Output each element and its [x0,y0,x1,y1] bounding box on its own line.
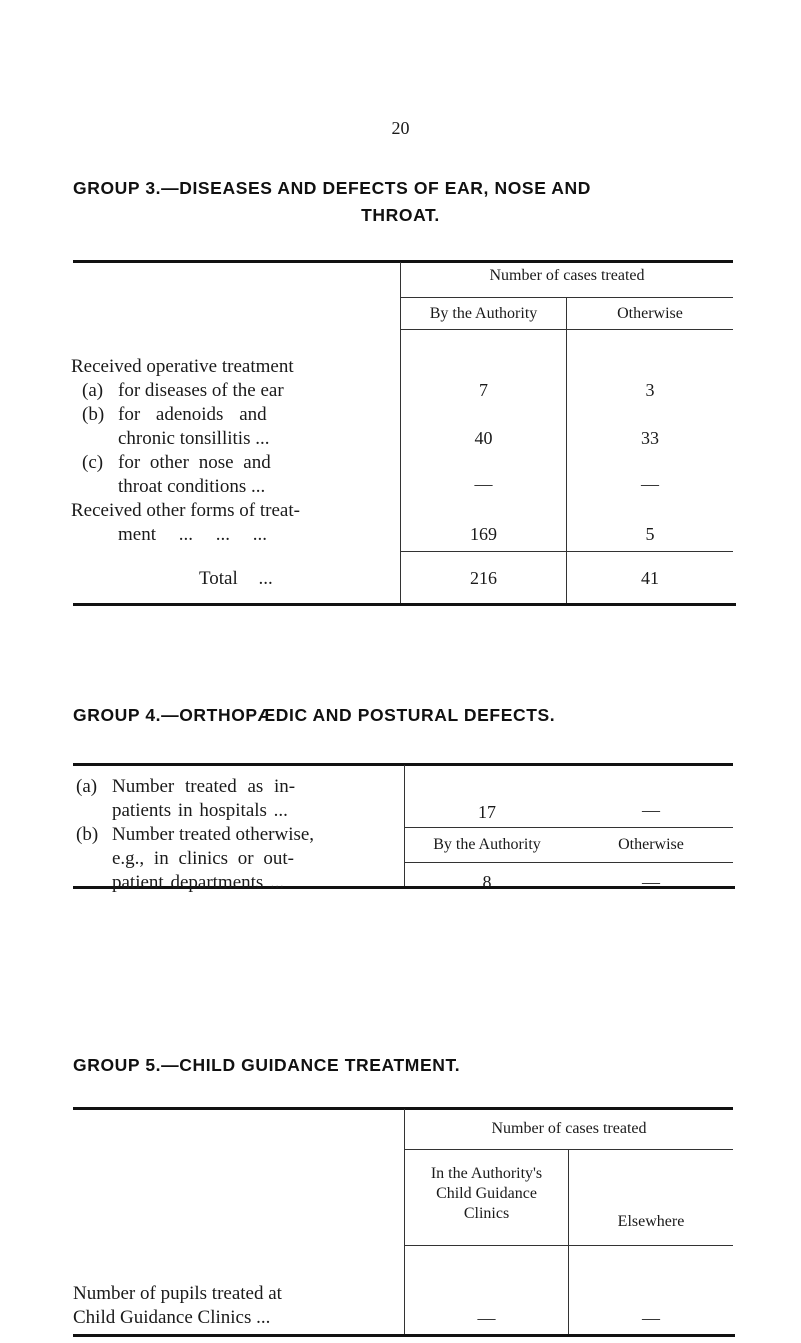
group5-header-main: Number of cases treated [491,1120,647,1137]
group4-col-otherwise: Otherwise [618,836,684,853]
group3-row-other-text2: ment ... ... ... [118,524,267,545]
group3-title-line2: THROAT. [361,205,440,225]
group4-title: GROUP 4.—ORTHOPÆDIC AND POSTURAL DEFECTS. [73,705,556,725]
group3-a-authority: 7 [479,380,488,400]
group5-row-text1: Number of pupils treated at [73,1283,282,1304]
group5-bottom-rule [73,1334,735,1337]
group3-bottom-rule [73,603,736,606]
group3-a-otherwise: 3 [645,380,655,400]
group4-row-b-marker: (b) [76,824,99,845]
group3-header-rule [401,297,733,298]
group3-label-operative: Received operative treatment [71,356,294,377]
group3-total-otherwise: 41 [641,568,659,588]
group5-col-clinics-line3: Clinics [463,1205,510,1222]
group3-title-line1: GROUP 3.—DISEASES AND DEFECTS OF EAR, NOSE AND [73,178,591,198]
group5-col-clinics-line1: In the Authority's [430,1165,543,1182]
group5-top-rule [73,1107,733,1110]
group4-row-a-dash: — [642,800,660,820]
group3-row-b-text2: chronic tonsillitis ... [118,428,270,449]
group4-row-b-otherwise: — [642,872,660,892]
group3-row-total: Total ... [199,568,273,589]
group4-row-b-text1: Number treated otherwise, [112,824,315,845]
group3-b-otherwise: 33 [641,428,659,448]
group3-row-a-text: for diseases of the ear [118,380,284,401]
group3-row-c-text1: for other nose and [118,452,271,473]
group4-row-a-marker: (a) [76,776,98,797]
group5-title: GROUP 5.—CHILD GUIDANCE TREATMENT. [73,1055,461,1075]
group4-col-authority: By the Authority [433,836,541,853]
group3-row-a-marker: (a) [82,380,104,401]
group5-col-clinics-line2: Child Guidance [436,1185,537,1202]
page-number: 20 [391,118,410,138]
group3-c-otherwise: — [641,474,659,494]
group4-row-a-text2: patients in hospitals ... [112,800,288,821]
group3-row-c-text2: throat conditions ... [118,476,266,497]
group3-c-authority: — [474,474,493,494]
group4-top-rule [73,763,733,766]
group5-header-rule [405,1149,733,1150]
group3-col-authority: By the Authority [429,305,538,322]
group3-other-otherwise: 5 [645,524,655,544]
group4-row-b-text2: e.g., in clinics or out- [112,848,294,869]
group4-row-b-authority: 8 [482,872,492,892]
group4-row-a-value: 17 [478,802,496,822]
group3-header-main: Number of cases treated [489,267,645,284]
group3-b-authority: 40 [474,428,493,448]
group5-col-elsewhere: Elsewhere [617,1213,685,1230]
group3-row-b-text1: for adenoids and [118,404,267,425]
group3-row-b-marker: (b) [82,404,105,425]
group3-other-authority: 169 [470,524,497,544]
group5-subheader-rule [405,1245,733,1246]
group3-top-rule [73,260,733,263]
group3-total-authority: 216 [470,568,497,588]
group5-val-clinics: — [477,1308,496,1328]
group3-subheader-rule [401,329,733,330]
group4-mid-rule [405,827,733,828]
group4-row-b-text3: patient departments ... [112,872,285,893]
group5-row-text2: Child Guidance Clinics ... [73,1307,271,1328]
group4-row-a-text1: Number treated as in- [112,776,296,797]
group5-val-elsewhere: — [642,1308,660,1328]
group3-row-c-marker: (c) [82,452,104,473]
group3-divider-cols [566,298,567,605]
group3-row-other-text1: Received other forms of treat- [71,500,300,521]
group3-total-rule [401,551,733,552]
group4-sub-rule [405,862,733,863]
group3-col-otherwise: Otherwise [617,305,683,322]
